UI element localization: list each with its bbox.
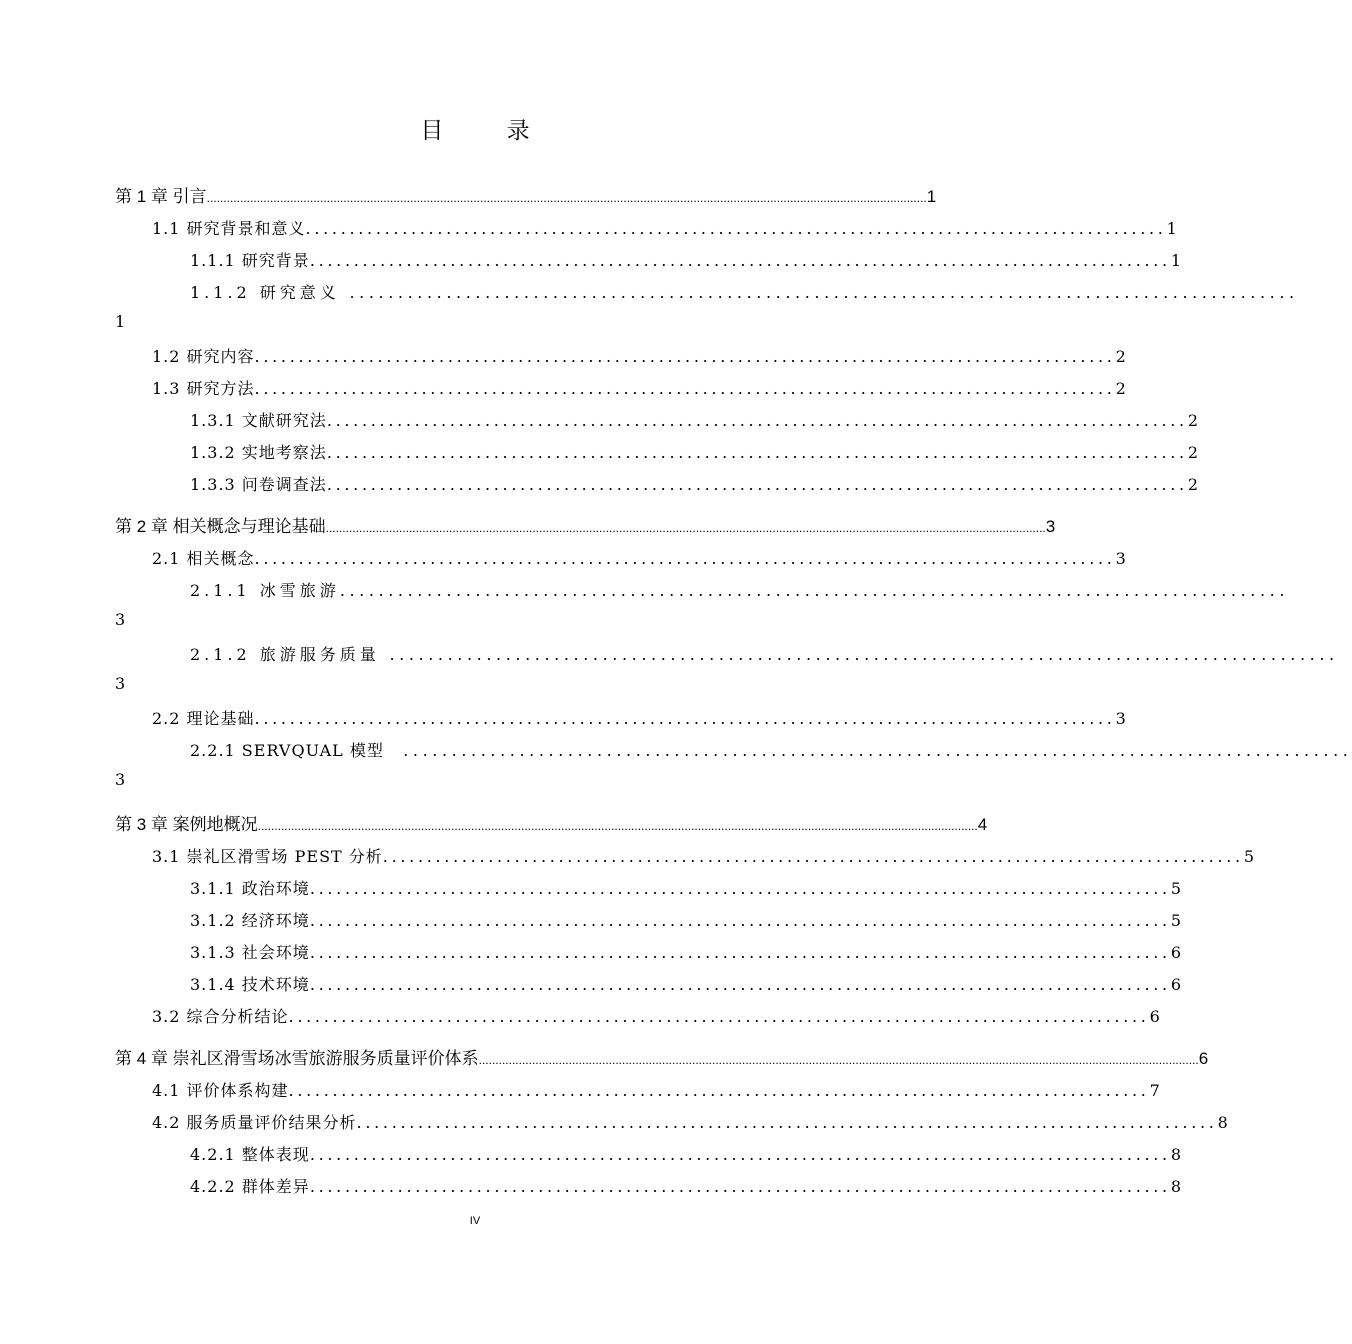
toc-entry-page: 1 bbox=[115, 312, 126, 331]
toc-leader: ........................................................................................................................................................................................................................ bbox=[325, 521, 1046, 535]
toc-leader: .................................................................................................. bbox=[326, 443, 1188, 462]
toc-entry-label: 第 4 章 崇礼区滑雪场冰雪旅游服务质量评价体系 bbox=[115, 1049, 479, 1068]
toc-entry-page: 3 bbox=[1045, 517, 1056, 536]
toc-entry-page: 3 bbox=[1115, 709, 1127, 728]
toc-leader: .................................................................................................. bbox=[254, 347, 1116, 366]
toc-leader: .................................................................................................. bbox=[309, 975, 1171, 994]
toc-entry-label: 1.2 研究内容 bbox=[152, 347, 255, 366]
toc-entry-page: 2 bbox=[1187, 411, 1200, 430]
toc-entry-page: 8 bbox=[1170, 1177, 1183, 1196]
toc-entry-label: 第 3 章 案例地概况 bbox=[115, 815, 258, 834]
toc-leader: .................................................................................................. bbox=[309, 911, 1171, 930]
toc-entry-1-3-1[interactable] bbox=[190, 408, 1200, 431]
toc-entry-3-1[interactable] bbox=[152, 844, 1256, 867]
toc-entry-page: 1 bbox=[926, 187, 937, 206]
toc-entry-page: 1 bbox=[1166, 219, 1178, 238]
toc-leader: .................................................................................................. bbox=[326, 475, 1188, 494]
toc-leader: .................................................................................................. bbox=[254, 379, 1116, 398]
toc-entry-label: 3.1.4 技术环境 bbox=[190, 975, 310, 994]
toc-entry-page: 3 bbox=[115, 610, 126, 629]
toc-entry-chapter-1[interactable] bbox=[115, 182, 937, 207]
toc-leader: .................................................................................................. bbox=[309, 943, 1171, 962]
toc-entry-4-2-2[interactable] bbox=[190, 1174, 1183, 1197]
toc-entry-3-2[interactable] bbox=[152, 1004, 1161, 1027]
toc-entry-page: 1 bbox=[1170, 251, 1183, 270]
toc-entry-label: 1.3.1 文献研究法 bbox=[190, 411, 327, 430]
toc-entry-chapter-3[interactable] bbox=[115, 810, 988, 835]
toc-entry-page: 6 bbox=[1170, 975, 1183, 994]
toc-entry-page: 5 bbox=[1170, 911, 1183, 930]
toc-entry-page: 6 bbox=[1170, 943, 1183, 962]
toc-entry-chapter-2[interactable] bbox=[115, 512, 1056, 537]
toc-entry-label: 4.2.2 群体差异 bbox=[190, 1177, 310, 1196]
toc-entry-label: 2.2 理论基础 bbox=[152, 709, 255, 728]
toc-entry-page: 4 bbox=[977, 815, 988, 834]
toc-leader: .................................................................................................. bbox=[339, 581, 1290, 600]
toc-entry-3-1-2[interactable] bbox=[190, 908, 1183, 931]
toc-entry-page: 5 bbox=[1243, 847, 1256, 866]
toc-entry-page: 2 bbox=[1187, 475, 1200, 494]
toc-leader: .................................................................................................. bbox=[288, 1081, 1150, 1100]
toc-entry-1-3[interactable] bbox=[152, 376, 1127, 399]
toc-entry-label: 2.2.1 SERVQUAL 模型 bbox=[190, 741, 384, 760]
toc-entry-label: 3.1.2 经济环境 bbox=[190, 911, 310, 930]
toc-entry-3-1-1[interactable] bbox=[190, 876, 1183, 899]
toc-entry-2-1[interactable] bbox=[152, 546, 1127, 569]
toc-entry-label: 2.1.1 冰雪旅游 bbox=[190, 581, 340, 600]
toc-leader: .................................................................................................. bbox=[309, 1177, 1171, 1196]
toc-entry-label: 1.1 研究背景和意义 bbox=[152, 219, 306, 238]
toc-entry-label: 1.3.3 问卷调查法 bbox=[190, 475, 327, 494]
toc-leader: .................................................................................................. bbox=[254, 709, 1116, 728]
toc-leader: .................................................................................................. bbox=[383, 741, 1352, 760]
toc-entry-page: 2 bbox=[1115, 379, 1127, 398]
toc-leader: ........................................................................................................................................................................................................................ bbox=[206, 191, 927, 205]
toc-entry-label: 第 1 章 引言 bbox=[115, 187, 207, 206]
toc-entry-1-1-2[interactable] bbox=[190, 280, 1299, 303]
toc-leader: .................................................................................................. bbox=[305, 219, 1167, 238]
toc-entry-page: 6 bbox=[1149, 1007, 1161, 1026]
toc-entry-label: 2.1 相关概念 bbox=[152, 549, 255, 568]
toc-leader: .................................................................................................. bbox=[309, 879, 1171, 898]
toc-leader: .................................................................................................. bbox=[254, 549, 1116, 568]
toc-entry-label: 3.2 综合分析结论 bbox=[152, 1007, 289, 1026]
toc-entry-1-2[interactable] bbox=[152, 344, 1127, 367]
toc-entry-3-1-4[interactable] bbox=[190, 972, 1183, 995]
toc-leader: .................................................................................................. bbox=[356, 1113, 1218, 1132]
toc-leader: .................................................................................................. bbox=[339, 283, 1299, 302]
toc-entry-2-1-1[interactable] bbox=[190, 578, 1290, 601]
toc-entry-label: 1.3.2 实地考察法 bbox=[190, 443, 327, 462]
toc-leader: .................................................................................................. bbox=[382, 847, 1244, 866]
toc-entry-label: 3.1.3 社会环境 bbox=[190, 943, 310, 962]
toc-leader: .................................................................................................. bbox=[309, 251, 1171, 270]
toc-entry-1-3-3[interactable] bbox=[190, 472, 1200, 495]
toc-entry-chapter-4[interactable] bbox=[115, 1044, 1209, 1069]
toc-entry-label: 4.2 服务质量评价结果分析 bbox=[152, 1113, 357, 1132]
toc-entry-page: 7 bbox=[1149, 1081, 1161, 1100]
toc-entry-4-2[interactable] bbox=[152, 1110, 1229, 1133]
toc-entry-2-2-1[interactable] bbox=[190, 738, 1352, 761]
toc-entry-page: 3 bbox=[1115, 549, 1127, 568]
toc-entry-label: 3.1 崇礼区滑雪场 PEST 分析 bbox=[152, 847, 383, 866]
toc-entry-label: 3.1.1 政治环境 bbox=[190, 879, 310, 898]
toc-entry-1-1[interactable] bbox=[152, 216, 1178, 239]
toc-entry-page: 3 bbox=[115, 674, 126, 693]
toc-entry-label: 第 2 章 相关概念与理论基础 bbox=[115, 517, 326, 536]
toc-leader: .................................................................................................. bbox=[326, 411, 1188, 430]
toc-entry-4-1[interactable] bbox=[152, 1078, 1161, 1101]
toc-entry-label: 1.1.1 研究背景 bbox=[190, 251, 310, 270]
toc-entry-label: 1.3 研究方法 bbox=[152, 379, 255, 398]
toc-entry-label: 4.1 评价体系构建 bbox=[152, 1081, 289, 1100]
toc-entry-2-1-2[interactable] bbox=[190, 642, 1339, 665]
toc-entry-4-2-1[interactable] bbox=[190, 1142, 1183, 1165]
page-number: IV bbox=[469, 1215, 481, 1227]
toc-leader: ........................................................................................................................................................................................................................ bbox=[257, 819, 978, 833]
toc-entry-1-3-2[interactable] bbox=[190, 440, 1200, 463]
toc-entry-3-1-3[interactable] bbox=[190, 940, 1183, 963]
toc-entry-page: 8 bbox=[1217, 1113, 1229, 1132]
toc-entry-label: 1.1.2 研究意义 bbox=[190, 283, 340, 302]
toc-entry-page: 3 bbox=[115, 770, 126, 789]
toc-entry-page: 2 bbox=[1187, 443, 1200, 462]
toc-entry-1-1-1[interactable] bbox=[190, 248, 1183, 271]
toc-entry-page: 8 bbox=[1170, 1145, 1183, 1164]
toc-entry-label: 4.2.1 整体表现 bbox=[190, 1145, 310, 1164]
toc-entry-page: 2 bbox=[1115, 347, 1127, 366]
toc-leader: ........................................................................................................................................................................................................................ bbox=[478, 1053, 1199, 1067]
toc-leader: .................................................................................................. bbox=[288, 1007, 1150, 1026]
toc-entry-2-2[interactable] bbox=[152, 706, 1127, 729]
toc-entry-page: 5 bbox=[1170, 879, 1183, 898]
toc-title: 目 录 bbox=[420, 118, 558, 144]
toc-entry-label: 2.1.2 旅游服务质量 bbox=[190, 645, 380, 664]
toc-entry-page: 6 bbox=[1198, 1049, 1209, 1068]
toc-leader: .................................................................................................. bbox=[379, 645, 1339, 664]
toc-leader: .................................................................................................. bbox=[309, 1145, 1171, 1164]
